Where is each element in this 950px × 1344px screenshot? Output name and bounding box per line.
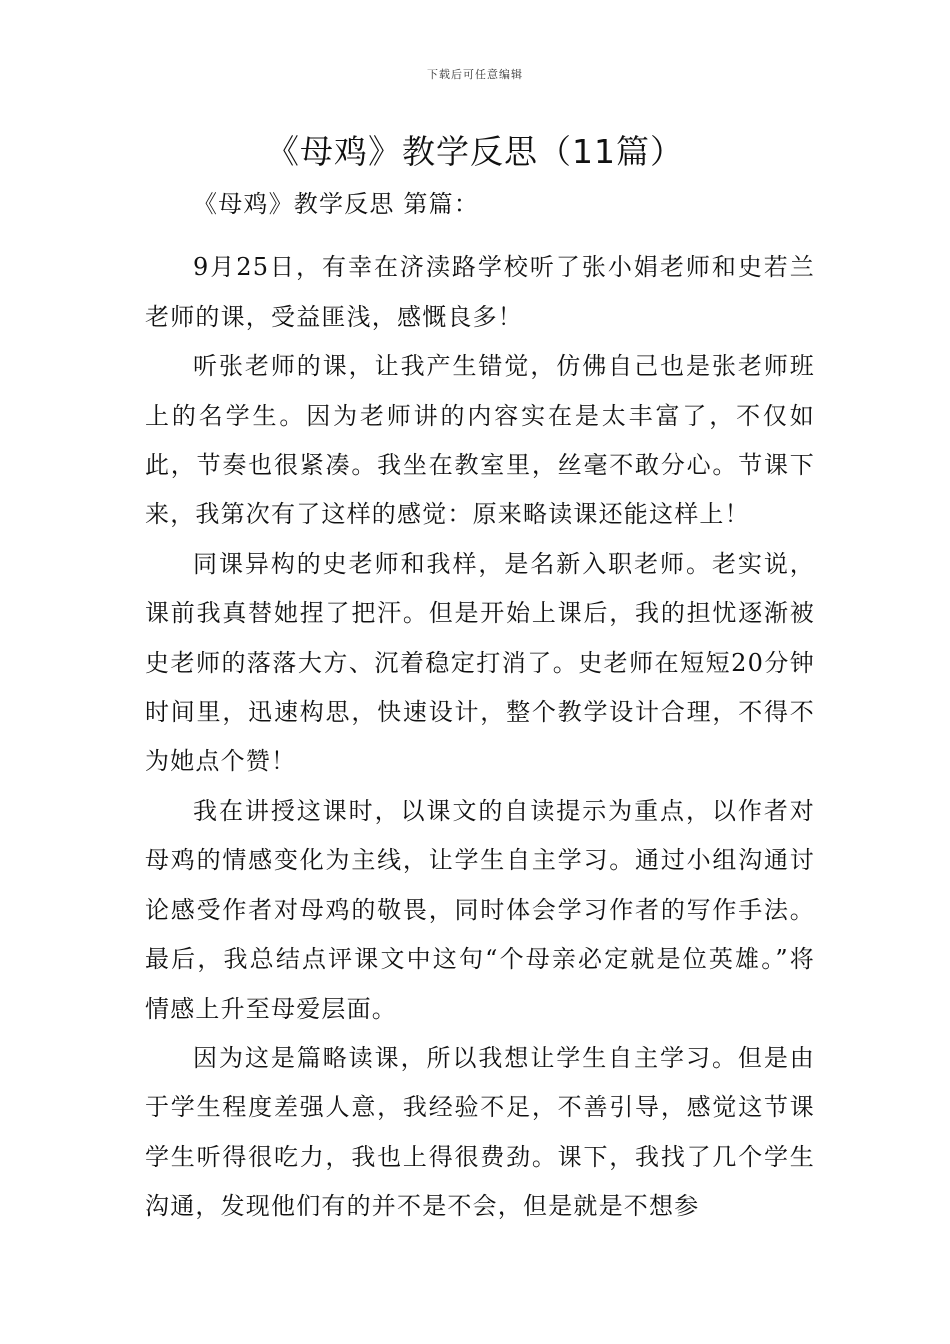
header-note: 下载后可任意编辑 — [427, 68, 523, 81]
document-body — [145, 180, 815, 1232]
paragraph-5: 因为这是篇略读课，所以我想让学生自主学习。但是由于学生程度差强人意，我经验不足，不善引导，感觉这节课学生听得很吃力，我也上得很费劲。课下，我找了几个学生沟通，发现他们有的并不是不会，但是就是不想参 — [145, 1043, 815, 1221]
section-subheading: 《母鸡》教学反思 第篇： — [193, 190, 480, 218]
document-title: 《母鸡》教学反思（11篇） — [266, 132, 684, 171]
paragraph-2: 听张老师的课，让我产生错觉，仿佛自己也是张老师班上的名学生。因为老师讲的内容实在是太丰富了，不仅如此，节奏也很紧凑。我坐在教室里，丝毫不敢分心。节课下来，我第次有了这样的感觉：原来略读课还能这样上！ — [145, 352, 815, 529]
paragraph-4: 我在讲授这课时，以课文的自读提示为重点，以作者对母鸡的情感变化为主线，让学生自主学习。通过小组沟通讨论感受作者对母鸡的敬畏，同时体会学习作者的写作手法。最后，我总结点评课文中这句“个母亲必定就是位英雄。”将情感上升至母爱层面。 — [145, 796, 815, 1023]
paragraph-1: 9月25日，有幸在济渎路学校听了张小娟老师和史若兰老师的课，受益匪浅，感慨良多！ — [145, 253, 815, 331]
paragraph-3: 同课异构的史老师和我样，是名新入职老师。老实说，课前我真替她捏了把汗。但是开始上课后，我的担忧逐渐被史老师的落落大方、沉着稳定打消了。史老师在短短20分钟时间里，迅速构思，快速设计，整个教学设计合理，不得不为她点个赞！ — [145, 549, 815, 776]
